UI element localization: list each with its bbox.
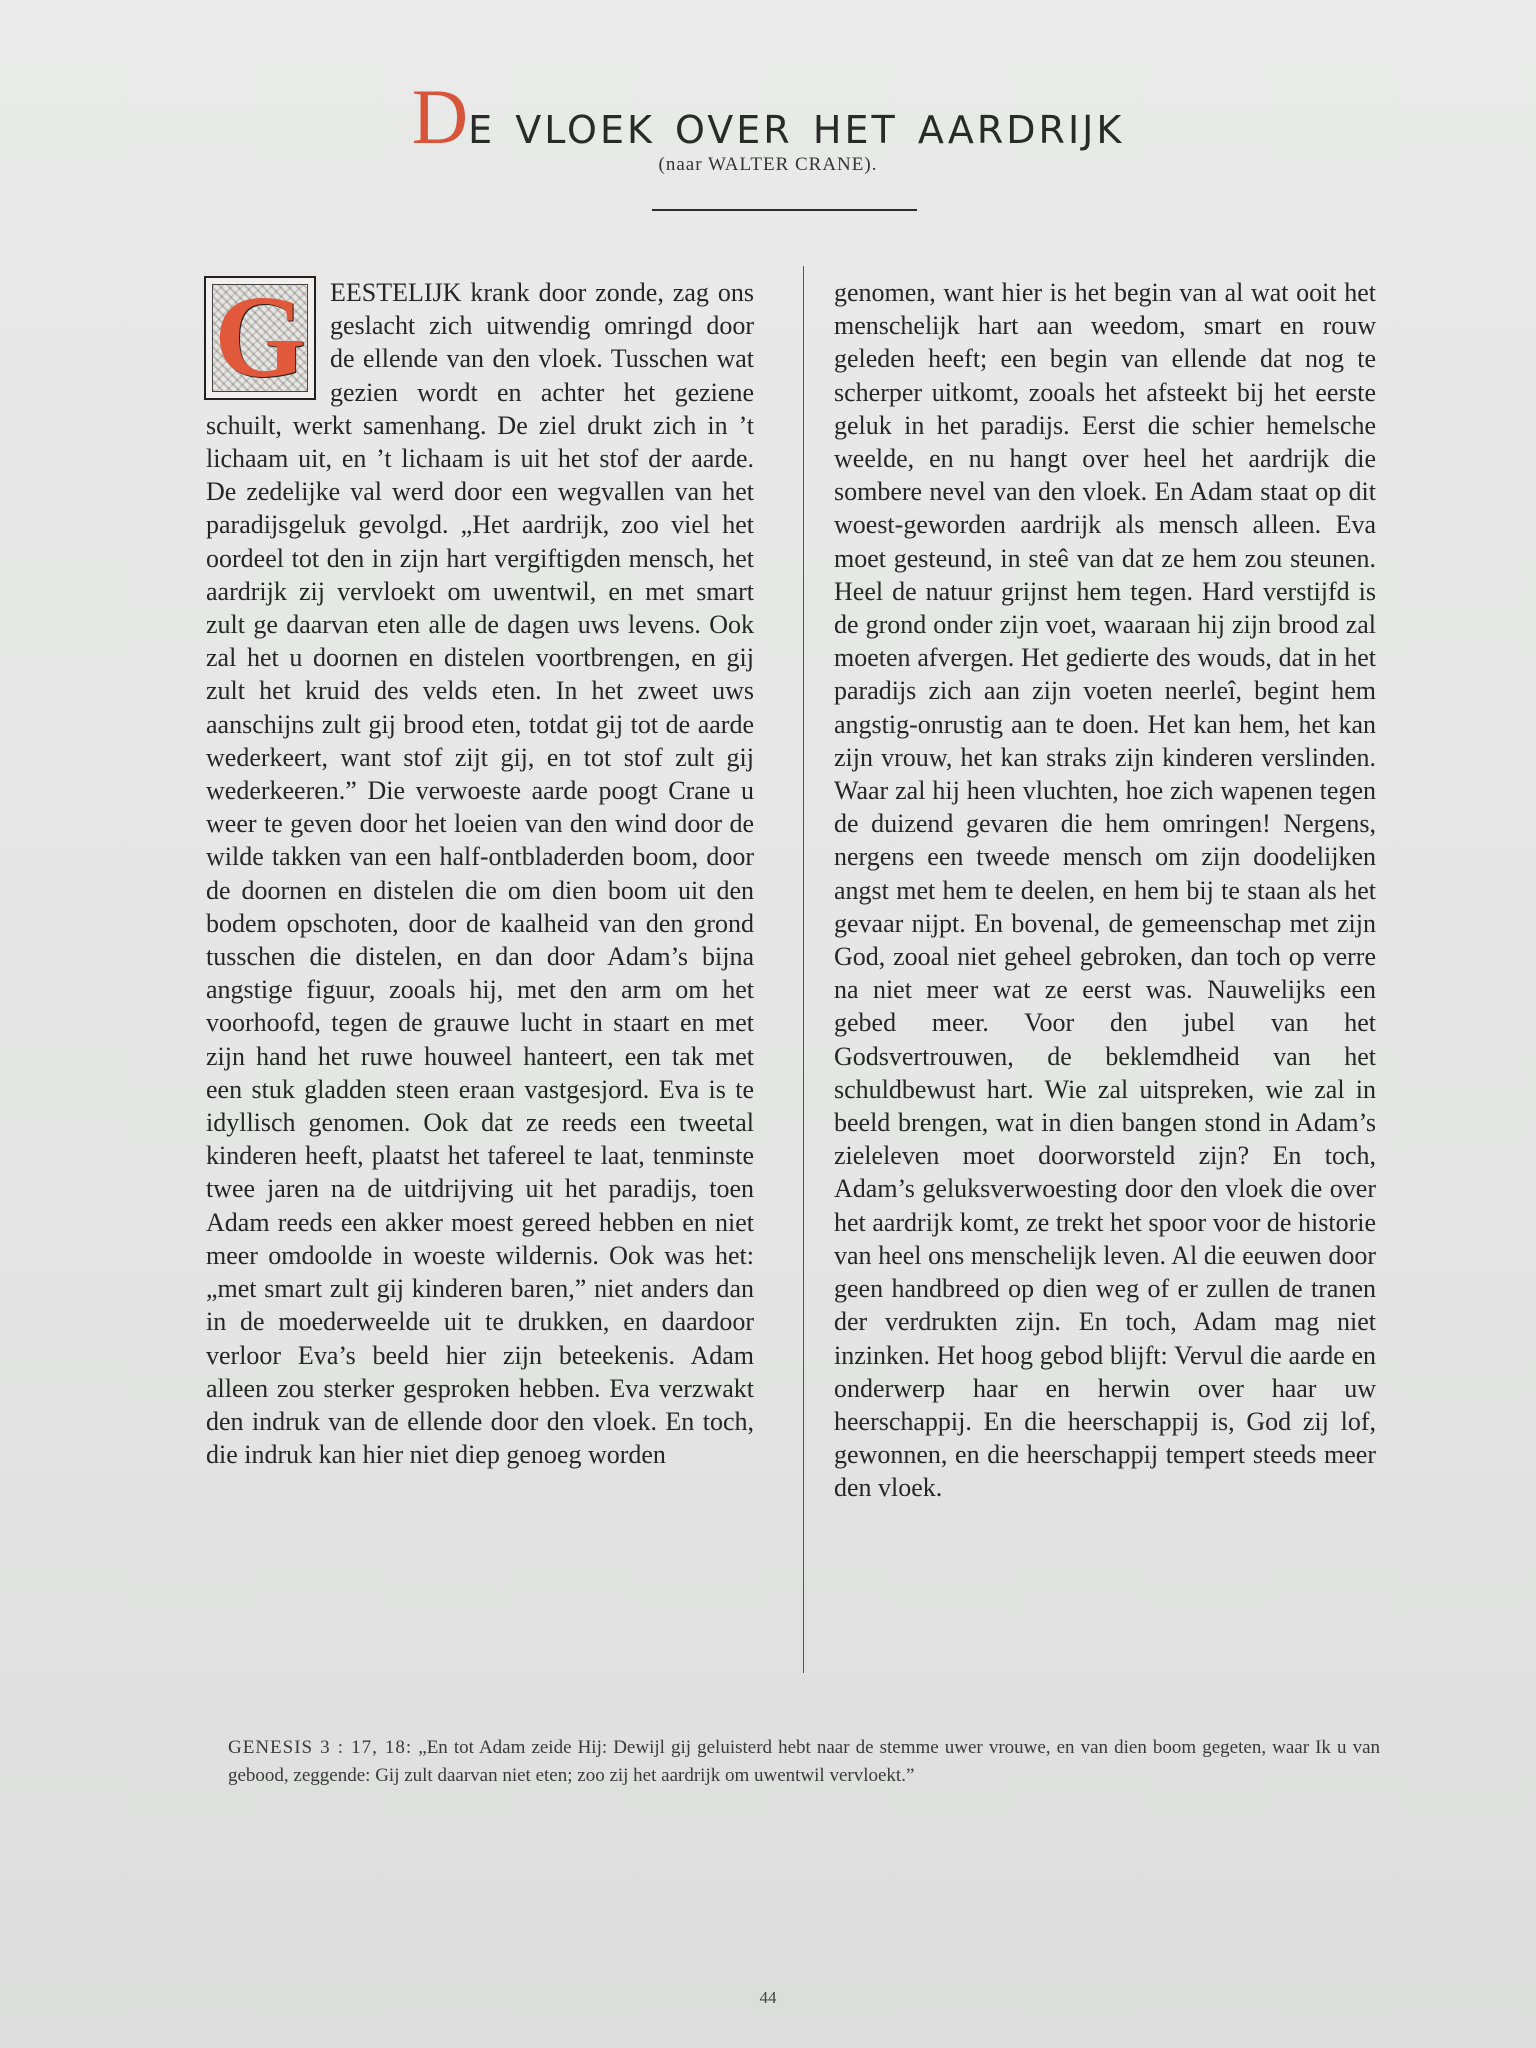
right-column-text: genomen, want hier is het begin van al wat ooit het menschelijk hart aan weedom, smart en rouw geleden heeft; een begin van ellende dat nog te scherper uitkomt, zooals het afsteekt bij het eerste geluk in het paradijs. Eerst die schier hemelsche weelde, en nu hangt over heel het aardrijk die sombere nevel van den vloek. En Adam staat op dit woest-geworden aardrijk als mensch alleen. Eva moet gesteund, in steê van dat ze hem zou steunen. Heel de natuur grijnst hem tegen. Hard verstijfd is de grond onder zijn voet, waaraan hij zijn brood zal moeten afvergen. Het gedierte des wouds, dat in het paradijs zich aan zijn voeten neerleî, begint hem angstig-onrustig aan te doen. Het kan hem, het kan zijn vrouw, het kan straks zijn kinderen verslinden. Waar zal hij heen vluchten, hoe zich wapenen tegen de duizend gevaren die hem omringen! Nergens, nergens een tweede mensch om zijn doodelijken angst met hem te deelen, en hem bij te staan als het gevaar nijpt. En bovenal, de gemeenschap met zijn God, zooal niet geheel gebroken, dan toch op verre na niet meer wat ze eerst was. Nauwelijks een gebed meer. Voor den jubel van het Godsvertrouwen, de beklemdheid van het schuldbewust hart. Wie zal uitspreken, wie zal in beeld brengen, wat in dien bangen stond in Adam’s zieleleven moet doorworsteld zijn? En toch, Adam’s geluksverwoesting door den vloek die over het aardrijk komt, ze trekt het spoor voor de historie van heel ons menschelijk leven. Al die eeuwen door geen handbreed op dien weg of er zullen de tranen der verdrukten zijn. En toch, Adam mag niet inzinken. Het hoog gebod blijft: Vervul die aarde en onderwerp haar en herwin over haar uw heerschappij. En die heerschappij is, God zij lof, gewonnen, en die heerschappij tempert steeds meer den vloek. — [834, 278, 1376, 1503]
page-number: 44 — [759, 1988, 777, 2007]
footnote-text: „En tot Adam zeide Hij: Dewijl gij geluisterd hebt naar de stemme uwer vrouwe, en van dien boom gegeten, waar Ik u van gebood, zeggende: Gij zult daarvan niet eten; zoo zij het aardrijk om uwentwil vervloekt.” — [228, 1737, 1380, 1786]
page-subtitle: (naar WALTER CRANE). — [658, 154, 878, 175]
scripture-footnote — [228, 1734, 1380, 1790]
title-divider — [652, 209, 917, 211]
left-column — [206, 271, 755, 1471]
footnote-reference: GENESIS 3 : 17, 18: — [228, 1737, 413, 1758]
dropcap-letter: G — [214, 271, 306, 402]
title-text: e vloek over het aardrijk — [468, 93, 1125, 156]
left-column-text — [206, 276, 754, 1471]
title-initial: D — [411, 73, 469, 160]
column-divider — [803, 266, 804, 1673]
illuminated-initial — [204, 271, 316, 402]
opening-sentence: EESTELIJK krank door zonde, zag ons geslacht zich uitwendig omringd door de ellende van den vloek. — [330, 278, 754, 374]
right-column — [834, 276, 1376, 1505]
page-title — [0, 72, 1536, 162]
left-column-body: Tusschen wat gezien wordt en achter het geziene schuilt, werkt samenhang. De ziel drukt zich in ’t lichaam uit, en ’t lichaam is uit het stof der aarde. De zedelijke val werd door een wegvallen van het paradijsgeluk gevolgd. „Het aardrijk, zoo viel het oordeel tot den in zijn hart vergiftigden mensch, het aardrijk zij vervloekt om uwentwil, en met smart zult ge daarvan eten alle de dagen uws levens. Ook zal het u doornen en distelen voortbrengen, en gij zult het kruid des velds eten. In het zweet uws aanschijns zult gij brood eten, totdat gij tot de aarde wederkeert, want stof zijt gij, en tot stof zult gij wederkeeren.” Die verwoeste aarde poogt Crane u weer te geven door het loeien van den wind door de wilde takken van een half-ontbladerden boom, door de doornen en distelen die om dien boom uit den bodem opschoten, door de kaalheid van den grond tusschen die distelen, en dan door Adam’s bijna angstige figuur, zooals hij, met den arm om het voorhoofd, tegen de grauwe lucht in staart en met zijn hand het ruwe houweel hanteert, een tak met een stuk gladden steen eraan vastgesjord. Eva is te idyllisch genomen. Ook dat ze reeds een tweetal kinderen heeft, plaatst het tafereel te laat, tenminste twee jaren na de uitdrijving uit het paradijs, toen Adam reeds een akker moest gereed hebben en niet meer omdoolde in woeste wildernis. Ook was het: „met smart zult gij kinderen baren,” niet anders dan in de moederweelde uit te drukken, en daardoor verloor Eva’s beeld hier zijn beteekenis. Adam alleen zou sterker gesproken hebben. Eva verzwakt den indruk van de ellende door den vloek. En toch, die indruk kan hier niet diep genoeg worden — [206, 344, 755, 1470]
